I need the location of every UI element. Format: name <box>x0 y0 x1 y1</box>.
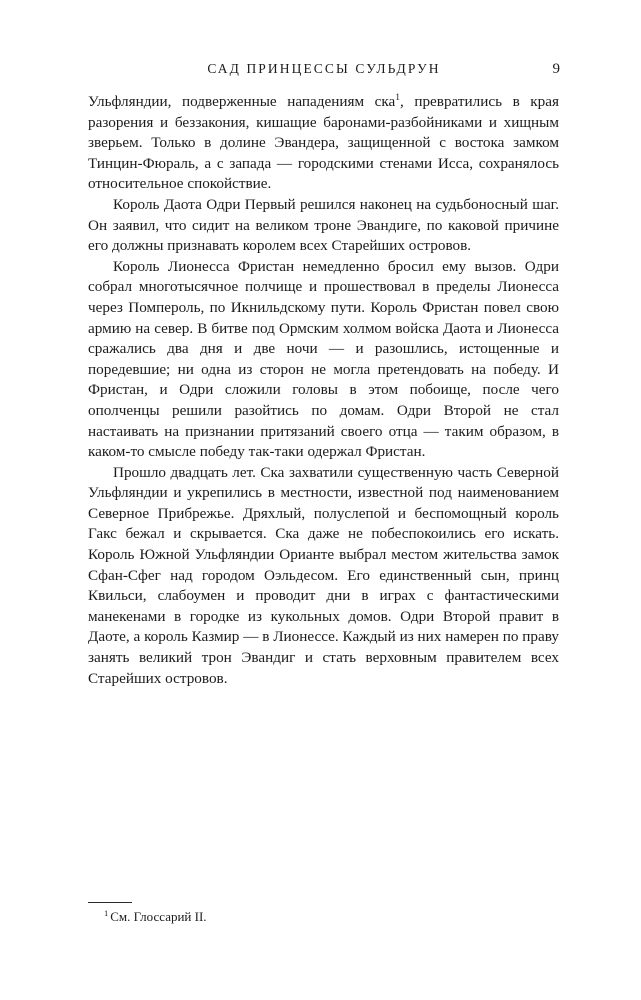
footnote-text: См. Глоссарий II. <box>110 909 207 924</box>
footnote <box>104 908 207 926</box>
paragraph-4: Прошло двадцать лет. Ска захватили существенную часть Северной Ульфляндии и укрепились в местности, известной под наименованием Северное Прибрежье. Дряхлый, полуслепой и беспомощный король Гакс бежал и скрывается. Ска даже не побеспокоились его искать. Король Южной Ульфляндии Орианте выбрал местом жительства замок Сфан-Сфег над городом Оэльдесом. Его единственный сын, принц Квильси, слабоумен и проводит дни в играх с фантастическими манекенами в городке из кукольных домов. Одри Второй правит в Даоте, а король Казмир — в Лионессе. Каждый из них намерен по праву занять великий трон Эвандиг и стать верховным правителем всех Старейших островов. <box>88 463 559 687</box>
page-number: 9 <box>552 61 560 77</box>
running-head <box>88 59 560 79</box>
body-text <box>88 92 559 689</box>
paragraph-1-rest: , превратились в края разорения и беззакония, кишащие баронами-разбойниками и хищным зверьем. Только в долине Эвандера, защищенной с востока замком Тинцин-Фюраль, а с запада — городскими стенами Исса, сохранялось относительное спокойствие. <box>88 93 559 193</box>
paragraph-1 <box>88 92 559 195</box>
footnote-divider <box>88 902 132 903</box>
footnote-number: 1 <box>104 907 109 918</box>
paragraph-1-start: Ульфляндии, подверженные нападениям ска <box>88 93 396 110</box>
footnote-reference[interactable]: 1 <box>395 92 400 103</box>
paragraph-2: Король Даота Одри Первый решился наконец на судьбоносный шаг. Он заявил, что сидит на великом троне Эвандиге, по каковой причине его должны признавать королем всех Старейших островов. <box>88 195 559 255</box>
paragraph-3: Король Лионесса Фристан немедленно бросил ему вызов. Одри собрал многотысячное полчище и прошествовал в пределы Лионесса через Помпероль, по Икнильдскому пути. Король Фристан повел свою армию на север. В битве под Ормским холмом войска Даота и Лионесса сражались два дня и две ночи — и разошлись, истощенные и поредевшие; ни одна из сторон не могла претендовать на победу. И Фристан, и Одри сложили головы в этом побоище, после чего ополченцы решили разойтись по домам. Одри Второй не стал настаивать на признании притязаний своего отца — таким образом, в каком-то смысле победу так-таки одержал Фристан. <box>88 257 559 461</box>
running-head-title: САД ПРИНЦЕССЫ СУЛЬДРУН <box>207 61 441 76</box>
